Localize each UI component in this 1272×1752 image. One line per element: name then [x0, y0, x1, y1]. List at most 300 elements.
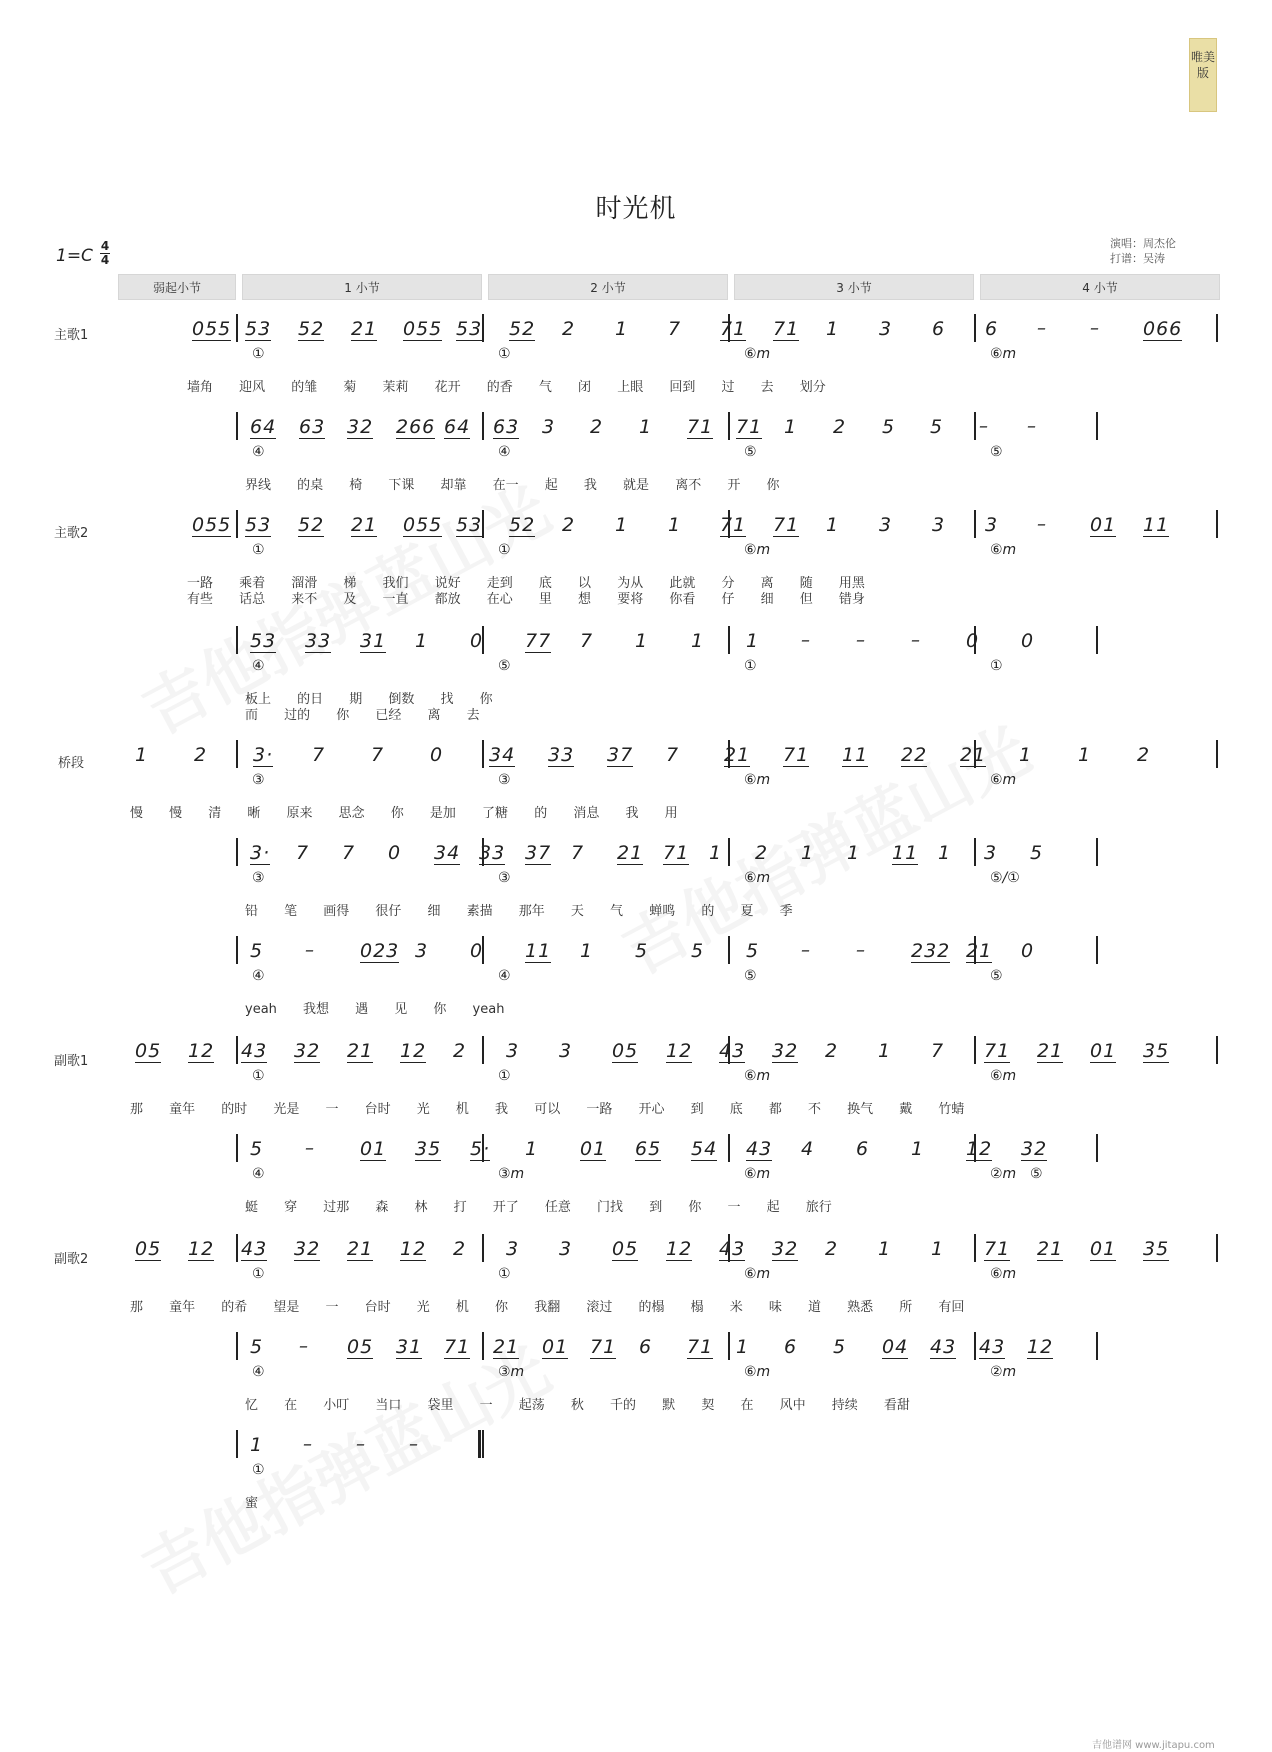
note: 055 — [403, 318, 443, 340]
note: 22 — [901, 744, 928, 766]
note: 4 — [801, 1138, 815, 1160]
chord-symbol: ① — [990, 658, 1003, 674]
chord-symbol: ④ — [498, 968, 511, 984]
note: 2 — [755, 842, 769, 864]
chord-symbol: ⑥m — [990, 772, 1017, 788]
chord-symbol: ⑤ — [1030, 1166, 1043, 1182]
chord-symbol: ⑥m — [744, 1364, 771, 1380]
note: 21 — [966, 940, 993, 962]
chord-symbol: ④ — [252, 1166, 265, 1182]
note: 7 — [668, 318, 682, 340]
note: 3· — [253, 744, 274, 766]
chord-symbol: ① — [744, 658, 757, 674]
chord-symbol: ⑥m — [744, 1266, 771, 1282]
section-verse1: 主歌1 — [54, 328, 89, 343]
note: 52 — [298, 318, 325, 340]
note: 01 — [360, 1138, 387, 1160]
bar-line — [482, 740, 484, 768]
note: 2 — [562, 514, 576, 536]
note: 3 — [506, 1238, 520, 1260]
bar-line — [1096, 412, 1098, 440]
note: 71 — [444, 1336, 471, 1358]
chord-symbol: ③ — [252, 772, 265, 788]
note: 5 — [250, 1336, 264, 1358]
note: 3 — [506, 1040, 520, 1062]
note: – — [356, 1434, 366, 1455]
note: 63 — [493, 416, 520, 438]
chord-symbol: ⑥m — [990, 346, 1017, 362]
note: 71 — [720, 514, 747, 536]
chord-symbol: ① — [252, 1266, 265, 1282]
bar-line — [482, 412, 484, 440]
lyrics-line: 忆 在 小叮 当口 袋里 一 起荡 秋 千的 默 契 在 风中 持续 看甜 — [245, 1398, 910, 1413]
section-chorus1: 副歌1 — [54, 1054, 89, 1069]
note: 71 — [687, 416, 714, 438]
note: 63 — [299, 416, 326, 438]
bar-line — [236, 510, 238, 538]
note: 01 — [580, 1138, 607, 1160]
note: 5 — [746, 940, 760, 962]
note: 5 — [250, 940, 264, 962]
bar-line — [728, 626, 730, 654]
note: 21 — [493, 1336, 520, 1358]
note: 1 — [635, 630, 649, 652]
note: 1 — [709, 842, 723, 864]
note: 21 — [960, 744, 987, 766]
note: 1 — [525, 1138, 539, 1160]
bar-line — [236, 1234, 238, 1262]
bar-line — [482, 1036, 484, 1064]
bar-line — [1216, 1036, 1218, 1064]
note: 21 — [724, 744, 751, 766]
measure-label-4: 4 小节 — [980, 274, 1220, 300]
note: 71 — [773, 514, 800, 536]
note: 1 — [250, 1434, 264, 1456]
note: 1 — [736, 1336, 750, 1358]
chord-symbol: ③m — [498, 1166, 525, 1182]
note: 7 — [296, 842, 310, 864]
note: – — [1037, 514, 1047, 535]
note: 32 — [1021, 1138, 1048, 1160]
note: 1 — [878, 1238, 892, 1260]
note: – — [856, 940, 866, 961]
note: 066 — [1143, 318, 1183, 340]
note: 54 — [691, 1138, 718, 1160]
lyrics-line-2: 而 过的 你 已经 离 去 — [245, 708, 480, 723]
note: 34 — [489, 744, 516, 766]
chord-symbol: ⑤ — [744, 444, 757, 460]
note: 35 — [1143, 1040, 1170, 1062]
note: 1 — [668, 514, 682, 536]
measure-label-1: 1 小节 — [242, 274, 482, 300]
note: 0 — [1021, 630, 1035, 652]
note: 1 — [415, 630, 429, 652]
note: 3 — [932, 514, 946, 536]
note: 1 — [691, 630, 705, 652]
note: 5 — [930, 416, 944, 438]
note: 71 — [663, 842, 690, 864]
note: 5 — [833, 1336, 847, 1358]
singer-credit: 演唱：周杰伦 — [1110, 237, 1176, 250]
note: 31 — [360, 630, 387, 652]
chord-symbol: ⑤ — [498, 658, 511, 674]
note: 04 — [882, 1336, 909, 1358]
note: 1 — [938, 842, 952, 864]
note: 33 — [548, 744, 575, 766]
note: 3 — [415, 940, 429, 962]
note: 43 — [719, 1040, 746, 1062]
note: 1 — [784, 416, 798, 438]
chord-symbol: ⑥m — [744, 870, 771, 886]
bar-line — [236, 936, 238, 964]
note: 77 — [525, 630, 552, 652]
note: 01 — [1090, 1040, 1117, 1062]
note: 52 — [509, 514, 536, 536]
note: 12 — [188, 1238, 215, 1260]
note: 05 — [612, 1040, 639, 1062]
note: – — [299, 1336, 309, 1357]
note: 43 — [241, 1040, 268, 1062]
note: 3 — [542, 416, 556, 438]
time-signature — [100, 240, 110, 267]
chord-symbol: ⑤ — [990, 444, 1003, 460]
note: 53 — [250, 630, 277, 652]
note: 266 — [396, 416, 436, 438]
note: 52 — [509, 318, 536, 340]
note: 6 — [639, 1336, 653, 1358]
chord-symbol: ① — [498, 542, 511, 558]
note: 1 — [135, 744, 149, 766]
note: 1 — [615, 514, 629, 536]
lyrics-line: 蜓 穿 过那 森 林 打 开了 任意 门找 到 你 一 起 旅行 — [245, 1200, 832, 1215]
lyrics-line: 墙角 迎风 的雏 菊 茉莉 花开 的香 气 闭 上眼 回到 过 去 划分 — [187, 380, 826, 395]
bar-line — [236, 1036, 238, 1064]
chord-symbol: ⑥m — [744, 1068, 771, 1084]
note: 232 — [911, 940, 951, 962]
note: 3 — [984, 842, 998, 864]
note: 1 — [878, 1040, 892, 1062]
chord-symbol: ⑥m — [990, 1068, 1017, 1084]
lyrics-line: 慢 慢 清 晰 原来 思念 你 是加 了糖 的 消息 我 用 — [130, 806, 678, 821]
note: 43 — [979, 1336, 1006, 1358]
note: – — [1037, 318, 1047, 339]
note: 2 — [194, 744, 208, 766]
note: 055 — [192, 318, 232, 340]
chord-symbol: ⑥m — [744, 542, 771, 558]
bar-line — [1096, 1332, 1098, 1360]
note: 5 — [882, 416, 896, 438]
note: 0 — [1021, 940, 1035, 962]
note: 1 — [911, 1138, 925, 1160]
note: 0 — [388, 842, 402, 864]
note: 65 — [635, 1138, 662, 1160]
note: 5 — [691, 940, 705, 962]
note: 3 — [985, 514, 999, 536]
note: 12 — [188, 1040, 215, 1062]
note: 2 — [590, 416, 604, 438]
bar-line — [236, 1134, 238, 1162]
chord-symbol: ③ — [498, 772, 511, 788]
note: 53 — [245, 318, 272, 340]
note: 023 — [360, 940, 400, 962]
note: 71 — [773, 318, 800, 340]
note: 32 — [294, 1040, 321, 1062]
bar-line — [728, 412, 730, 440]
chord-symbol: ③ — [498, 870, 511, 886]
note: 52 — [298, 514, 325, 536]
song-title: 时光机 — [595, 194, 677, 224]
lyrics-line: 那 童年 的时 光是 一 台时 光 机 我 可以 一路 开心 到 底 都 不 换气 戴 竹蜻 — [130, 1102, 965, 1117]
note: 2 — [1137, 744, 1151, 766]
note: 21 — [1037, 1040, 1064, 1062]
note: 1 — [746, 630, 760, 652]
note: 1 — [639, 416, 653, 438]
note: 12 — [666, 1040, 693, 1062]
note: 33 — [305, 630, 332, 652]
bar-line — [1096, 626, 1098, 654]
note: 1 — [615, 318, 629, 340]
note: 32 — [347, 416, 374, 438]
chord-symbol: ③ — [252, 870, 265, 886]
bar-line — [482, 314, 484, 342]
chord-symbol: ① — [498, 1068, 511, 1084]
note: 01 — [1090, 1238, 1117, 1260]
note: 12 — [400, 1040, 427, 1062]
note: – — [856, 630, 866, 651]
note: 5 — [250, 1138, 264, 1160]
bar-line — [1216, 1234, 1218, 1262]
bar-line — [1216, 314, 1218, 342]
note: 2 — [825, 1238, 839, 1260]
bar-line — [236, 314, 238, 342]
section-verse2: 主歌2 — [54, 526, 89, 541]
bar-line — [482, 1430, 484, 1458]
note: 7 — [342, 842, 356, 864]
note: 21 — [347, 1238, 374, 1260]
note: 32 — [772, 1040, 799, 1062]
note: 0 — [470, 940, 484, 962]
note: 64 — [250, 416, 277, 438]
bar-line — [482, 1332, 484, 1360]
note: 05 — [612, 1238, 639, 1260]
chord-symbol: ⑥m — [744, 1166, 771, 1182]
chord-symbol: ④ — [252, 968, 265, 984]
note: 2 — [825, 1040, 839, 1062]
note: 53 — [245, 514, 272, 536]
chord-symbol: ④ — [498, 444, 511, 460]
note: – — [1027, 416, 1037, 437]
bar-line — [974, 1234, 976, 1262]
note: 12 — [966, 1138, 993, 1160]
note: 0 — [470, 630, 484, 652]
note: 21 — [617, 842, 644, 864]
bar-line — [728, 838, 730, 866]
note: 05 — [347, 1336, 374, 1358]
note: 1 — [1078, 744, 1092, 766]
note: 3 — [559, 1238, 573, 1260]
chord-symbol: ① — [498, 1266, 511, 1282]
note: 12 — [1027, 1336, 1054, 1358]
note: 7 — [931, 1040, 945, 1062]
note: – — [1090, 318, 1100, 339]
note: 05 — [135, 1238, 162, 1260]
lyrics-line: yeah 我想 遇 见 你 yeah — [245, 1002, 505, 1017]
footer-watermark: 吉他谱网 www.jitapu.com — [1092, 1740, 1215, 1751]
chord-symbol: ⑥m — [744, 346, 771, 362]
bar-line — [974, 1036, 976, 1064]
note: 34 — [434, 842, 461, 864]
bar-line — [1216, 740, 1218, 768]
note: 71 — [984, 1040, 1011, 1062]
lyrics-line: 界线 的桌 椅 下课 却靠 在一 起 我 就是 离不 开 你 — [245, 478, 780, 493]
note: 35 — [415, 1138, 442, 1160]
note: 43 — [719, 1238, 746, 1260]
chord-symbol: ① — [252, 1068, 265, 1084]
note: 2 — [453, 1040, 467, 1062]
note: 055 — [192, 514, 232, 536]
section-chorus2: 副歌2 — [54, 1252, 89, 1267]
bar-line — [236, 1332, 238, 1360]
bar-line — [1096, 936, 1098, 964]
note: 37 — [607, 744, 634, 766]
note: 1 — [931, 1238, 945, 1260]
arranger-credit: 打谱：吴涛 — [1110, 252, 1165, 265]
bar-line — [974, 314, 976, 342]
time-denominator: 4 — [100, 253, 110, 267]
chord-symbol: ⑤ — [744, 968, 757, 984]
note: 0 — [966, 630, 980, 652]
bar-line — [236, 1430, 238, 1458]
note: 21 — [347, 1040, 374, 1062]
measure-label-3: 3 小节 — [734, 274, 974, 300]
note: 33 — [479, 842, 506, 864]
note: 6 — [932, 318, 946, 340]
note: 2 — [562, 318, 576, 340]
note: 11 — [525, 940, 552, 962]
note: 53 — [456, 318, 483, 340]
chord-symbol: ① — [252, 346, 265, 362]
bar-line — [974, 838, 976, 866]
note: 21 — [1037, 1238, 1064, 1260]
note: 43 — [930, 1336, 957, 1358]
edition-badge: 唯美版 — [1189, 38, 1217, 112]
credits — [1110, 236, 1176, 266]
note: 11 — [892, 842, 919, 864]
final-bar-line — [478, 1430, 481, 1458]
note: – — [911, 630, 921, 651]
bar-line — [482, 510, 484, 538]
note: – — [305, 1138, 315, 1159]
bar-line — [1096, 1134, 1098, 1162]
note: 7 — [580, 630, 594, 652]
note: 43 — [746, 1138, 773, 1160]
note: 1 — [826, 318, 840, 340]
note: 1 — [580, 940, 594, 962]
note: 3 — [879, 514, 893, 536]
measure-label-2: 2 小节 — [488, 274, 728, 300]
bar-line — [236, 838, 238, 866]
note: 6 — [784, 1336, 798, 1358]
bar-line — [974, 1332, 976, 1360]
note: 71 — [984, 1238, 1011, 1260]
bar-line — [236, 412, 238, 440]
lyrics-line: 蜜 — [245, 1496, 259, 1511]
bar-line — [974, 412, 976, 440]
note: 12 — [666, 1238, 693, 1260]
bar-line — [974, 510, 976, 538]
chord-symbol: ④ — [252, 658, 265, 674]
measure-label-pickup: 弱起小节 — [118, 274, 236, 300]
note: 71 — [687, 1336, 714, 1358]
chord-symbol: ④ — [252, 1364, 265, 1380]
note: 1 — [801, 842, 815, 864]
chord-symbol: ⑤/① — [990, 870, 1020, 886]
note: 32 — [294, 1238, 321, 1260]
chord-symbol: ②m — [990, 1166, 1017, 1182]
note: 11 — [1143, 514, 1170, 536]
note: 37 — [525, 842, 552, 864]
note: 6 — [856, 1138, 870, 1160]
note: 01 — [542, 1336, 569, 1358]
lyrics-line-2: 有些 话总 来不 及 一直 都放 在心 里 想 要将 你看 仔 细 但 错身 — [187, 592, 865, 607]
note: 32 — [772, 1238, 799, 1260]
chord-symbol: ②m — [990, 1364, 1017, 1380]
note: – — [979, 416, 989, 437]
note: 6 — [985, 318, 999, 340]
bar-line — [236, 626, 238, 654]
bar-line — [728, 1134, 730, 1162]
note: 5 — [635, 940, 649, 962]
note: 01 — [1090, 514, 1117, 536]
note: 35 — [1143, 1238, 1170, 1260]
note: – — [305, 940, 315, 961]
chord-symbol: ① — [252, 1462, 265, 1478]
note: 12 — [400, 1238, 427, 1260]
note: – — [801, 630, 811, 651]
note: 3 — [559, 1040, 573, 1062]
note: 7 — [571, 842, 585, 864]
note: 05 — [135, 1040, 162, 1062]
bar-line — [1096, 838, 1098, 866]
bar-line — [1216, 510, 1218, 538]
chord-symbol: ⑥m — [990, 1266, 1017, 1282]
note: – — [801, 940, 811, 961]
note: 71 — [590, 1336, 617, 1358]
chord-symbol: ③m — [498, 1364, 525, 1380]
note: 0 — [430, 744, 444, 766]
note: 1 — [826, 514, 840, 536]
bar-line — [236, 740, 238, 768]
chord-symbol: ⑥m — [990, 542, 1017, 558]
note: 5 — [1030, 842, 1044, 864]
time-numerator: 4 — [100, 239, 110, 253]
note: 21 — [351, 318, 378, 340]
note: 7 — [371, 744, 385, 766]
note: 3 — [879, 318, 893, 340]
bar-line — [728, 1332, 730, 1360]
note: – — [409, 1434, 419, 1455]
lyrics-line: 铅 笔 画得 很仔 细 素描 那年 天 气 蝉鸣 的 夏 季 — [245, 904, 793, 919]
chord-symbol: ⑥m — [744, 772, 771, 788]
note: 43 — [241, 1238, 268, 1260]
note: 11 — [842, 744, 869, 766]
note: 2 — [453, 1238, 467, 1260]
lyrics-line: 板上 的日 期 倒数 找 你 — [245, 692, 493, 707]
chord-symbol: ④ — [252, 444, 265, 460]
key-signature: 1=C — [56, 246, 93, 266]
note: 71 — [720, 318, 747, 340]
lyrics-line: 那 童年 的希 望是 一 台时 光 机 你 我翻 滚过 的榻 榻 米 味 道 熟悉 所 有回 — [130, 1300, 965, 1315]
